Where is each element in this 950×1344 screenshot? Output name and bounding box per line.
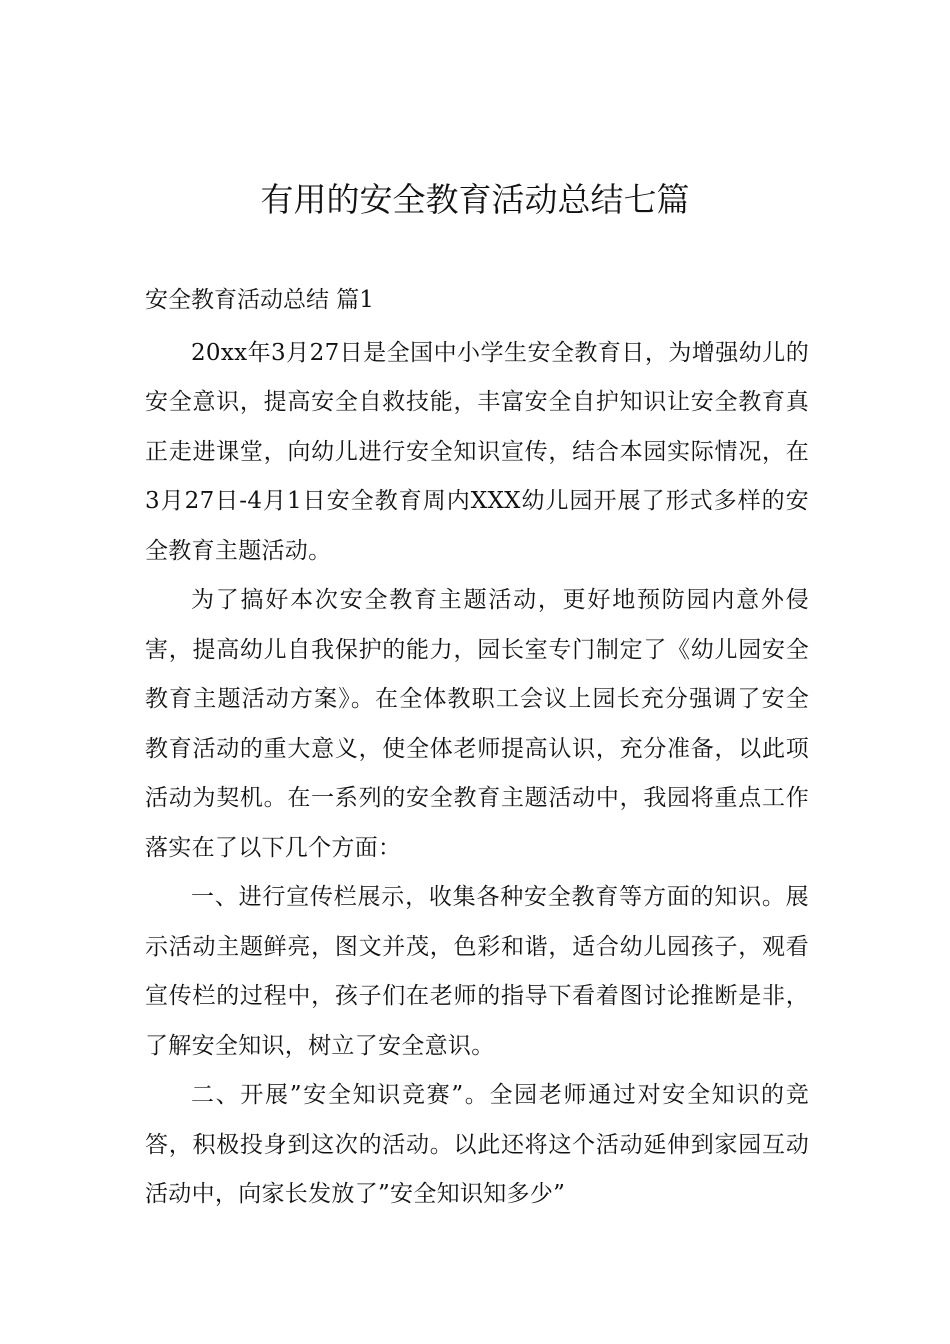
paragraph-4: 二、开展”安全知识竞赛”。全园老师通过对安全知识的竞答，积极投身到这次的活动。以此还将这个活动延伸到家园互动活动中，向家长发放了”安全知识知多少” bbox=[145, 1082, 809, 1207]
paragraph-1: 20xx年3月27日是全国中小学生安全教育日，为增强幼儿的安全意识，提高安全自救技能，丰富安全自护知识让安全教育真正走进课堂，向幼儿进行安全知识宣传，结合本园实际情况，在3月27日-4月1日安全教育周内XXX幼儿园开展了形式多样的安全教育主题活动。 bbox=[145, 339, 809, 564]
paragraph-3: 一、进行宣传栏展示，收集各种安全教育等方面的知识。展示活动主题鲜亮，图文并茂，色彩和谐，适合幼儿园孩子，观看宣传栏的过程中，孩子们在老师的指导下看着图讨论推断是非，了解安全知识，树立了安全意识。 bbox=[145, 884, 809, 1059]
document-body bbox=[145, 276, 809, 1220]
document-title: 有用的安全教育活动总结七篇 bbox=[260, 180, 690, 219]
paragraph-2: 为了搞好本次安全教育主题活动，更好地预防园内意外侵害，提高幼儿自我保护的能力，园长室专门制定了《幼儿园安全教育主题活动方案》。在全体教职工会议上园长充分强调了安全教育活动的重大意义，使全体老师提高认识，充分准备，以此项活动为契机。在一系列的安全教育主题活动中，我园将重点工作落实在了以下几个方面： bbox=[145, 587, 809, 861]
section-heading: 安全教育活动总结 篇1 bbox=[145, 287, 374, 313]
